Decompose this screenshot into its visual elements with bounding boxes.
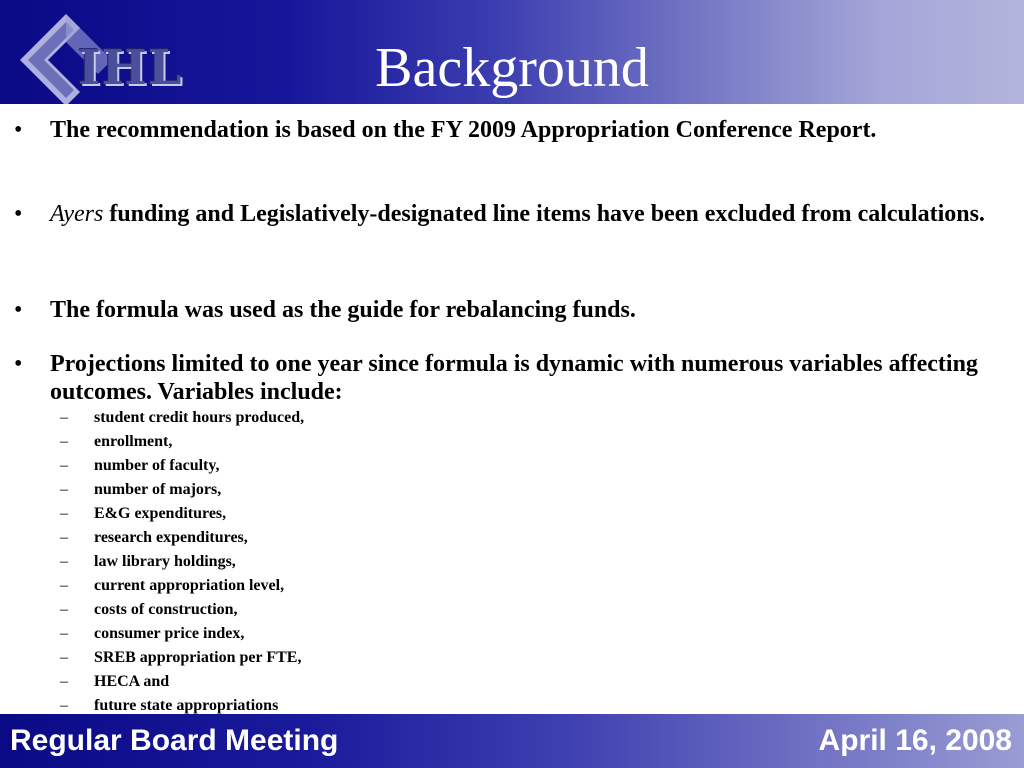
bullet-text-body: The formula was used as the guide for rebalancing funds. <box>50 297 636 323</box>
dash-marker: – <box>60 673 68 690</box>
variable-label: number of faculty, <box>94 457 220 474</box>
bullet-text <box>50 116 1010 144</box>
dash-marker: – <box>60 577 68 594</box>
bullet-marker: • <box>14 297 23 323</box>
dash-marker: – <box>60 481 68 498</box>
footer-date: April 16, 2008 <box>818 724 1012 757</box>
dash-marker: – <box>60 553 68 570</box>
variable-label: number of majors, <box>94 481 222 498</box>
variable-label: law library holdings, <box>94 553 236 570</box>
bullet-text-emphasis: Ayers <box>50 201 104 227</box>
dash-marker: – <box>60 625 68 642</box>
variable-label: student credit hours produced, <box>94 409 305 426</box>
dash-marker: – <box>60 505 68 522</box>
variable-item <box>60 432 760 456</box>
dash-marker: – <box>60 433 68 450</box>
bullet-text <box>50 200 1010 228</box>
dash-marker: – <box>60 601 68 618</box>
slide-title <box>0 38 1024 98</box>
slide-footer <box>0 714 1024 768</box>
variable-label: SREB appropriation per FTE, <box>94 649 302 666</box>
variable-label: costs of construction, <box>94 601 238 618</box>
dash-marker: – <box>60 529 68 546</box>
bullet-text <box>50 296 1010 324</box>
variable-label: future state appropriations <box>94 697 279 714</box>
variable-label: E&G expenditures, <box>94 505 227 522</box>
variable-item <box>60 552 760 576</box>
dash-marker: – <box>60 649 68 666</box>
variable-label: enrollment, <box>94 433 173 450</box>
dash-marker: – <box>60 697 68 714</box>
variable-item <box>60 624 760 648</box>
variables-list <box>60 408 760 720</box>
logo-text: IHL <box>78 40 183 96</box>
variable-item <box>60 504 760 528</box>
variable-item <box>60 528 760 552</box>
variable-label: research expenditures, <box>94 529 248 546</box>
variable-label: current appropriation level, <box>94 577 285 594</box>
bullet-text-body: The recommendation is based on the FY 2009 Appropriation Conference Report. <box>50 117 877 143</box>
dash-marker: – <box>60 457 68 474</box>
variable-item <box>60 576 760 600</box>
variable-label: HECA and <box>94 673 170 690</box>
bullet-marker: • <box>14 201 23 227</box>
bullet-text-body: funding and Legislatively-designated line items have been excluded from calculations. <box>103 201 985 227</box>
variable-label: consumer price index, <box>94 625 245 642</box>
bullet-marker: • <box>14 117 23 143</box>
variable-item <box>60 648 760 672</box>
footer-meeting-name: Regular Board Meeting <box>10 724 339 757</box>
slide-title-text: Background <box>375 37 649 99</box>
variable-item <box>60 408 760 432</box>
variable-item <box>60 456 760 480</box>
variable-item <box>60 480 760 504</box>
bullet-marker: • <box>14 351 23 377</box>
variable-item <box>60 600 760 624</box>
slide-header <box>0 0 1024 104</box>
dash-marker: – <box>60 409 68 426</box>
bullet-text <box>50 350 1010 406</box>
bullet-text-body: Projections limited to one year since formula is dynamic with numerous variables affecting outcomes. Variables include: <box>50 351 978 405</box>
variable-item <box>60 672 760 696</box>
